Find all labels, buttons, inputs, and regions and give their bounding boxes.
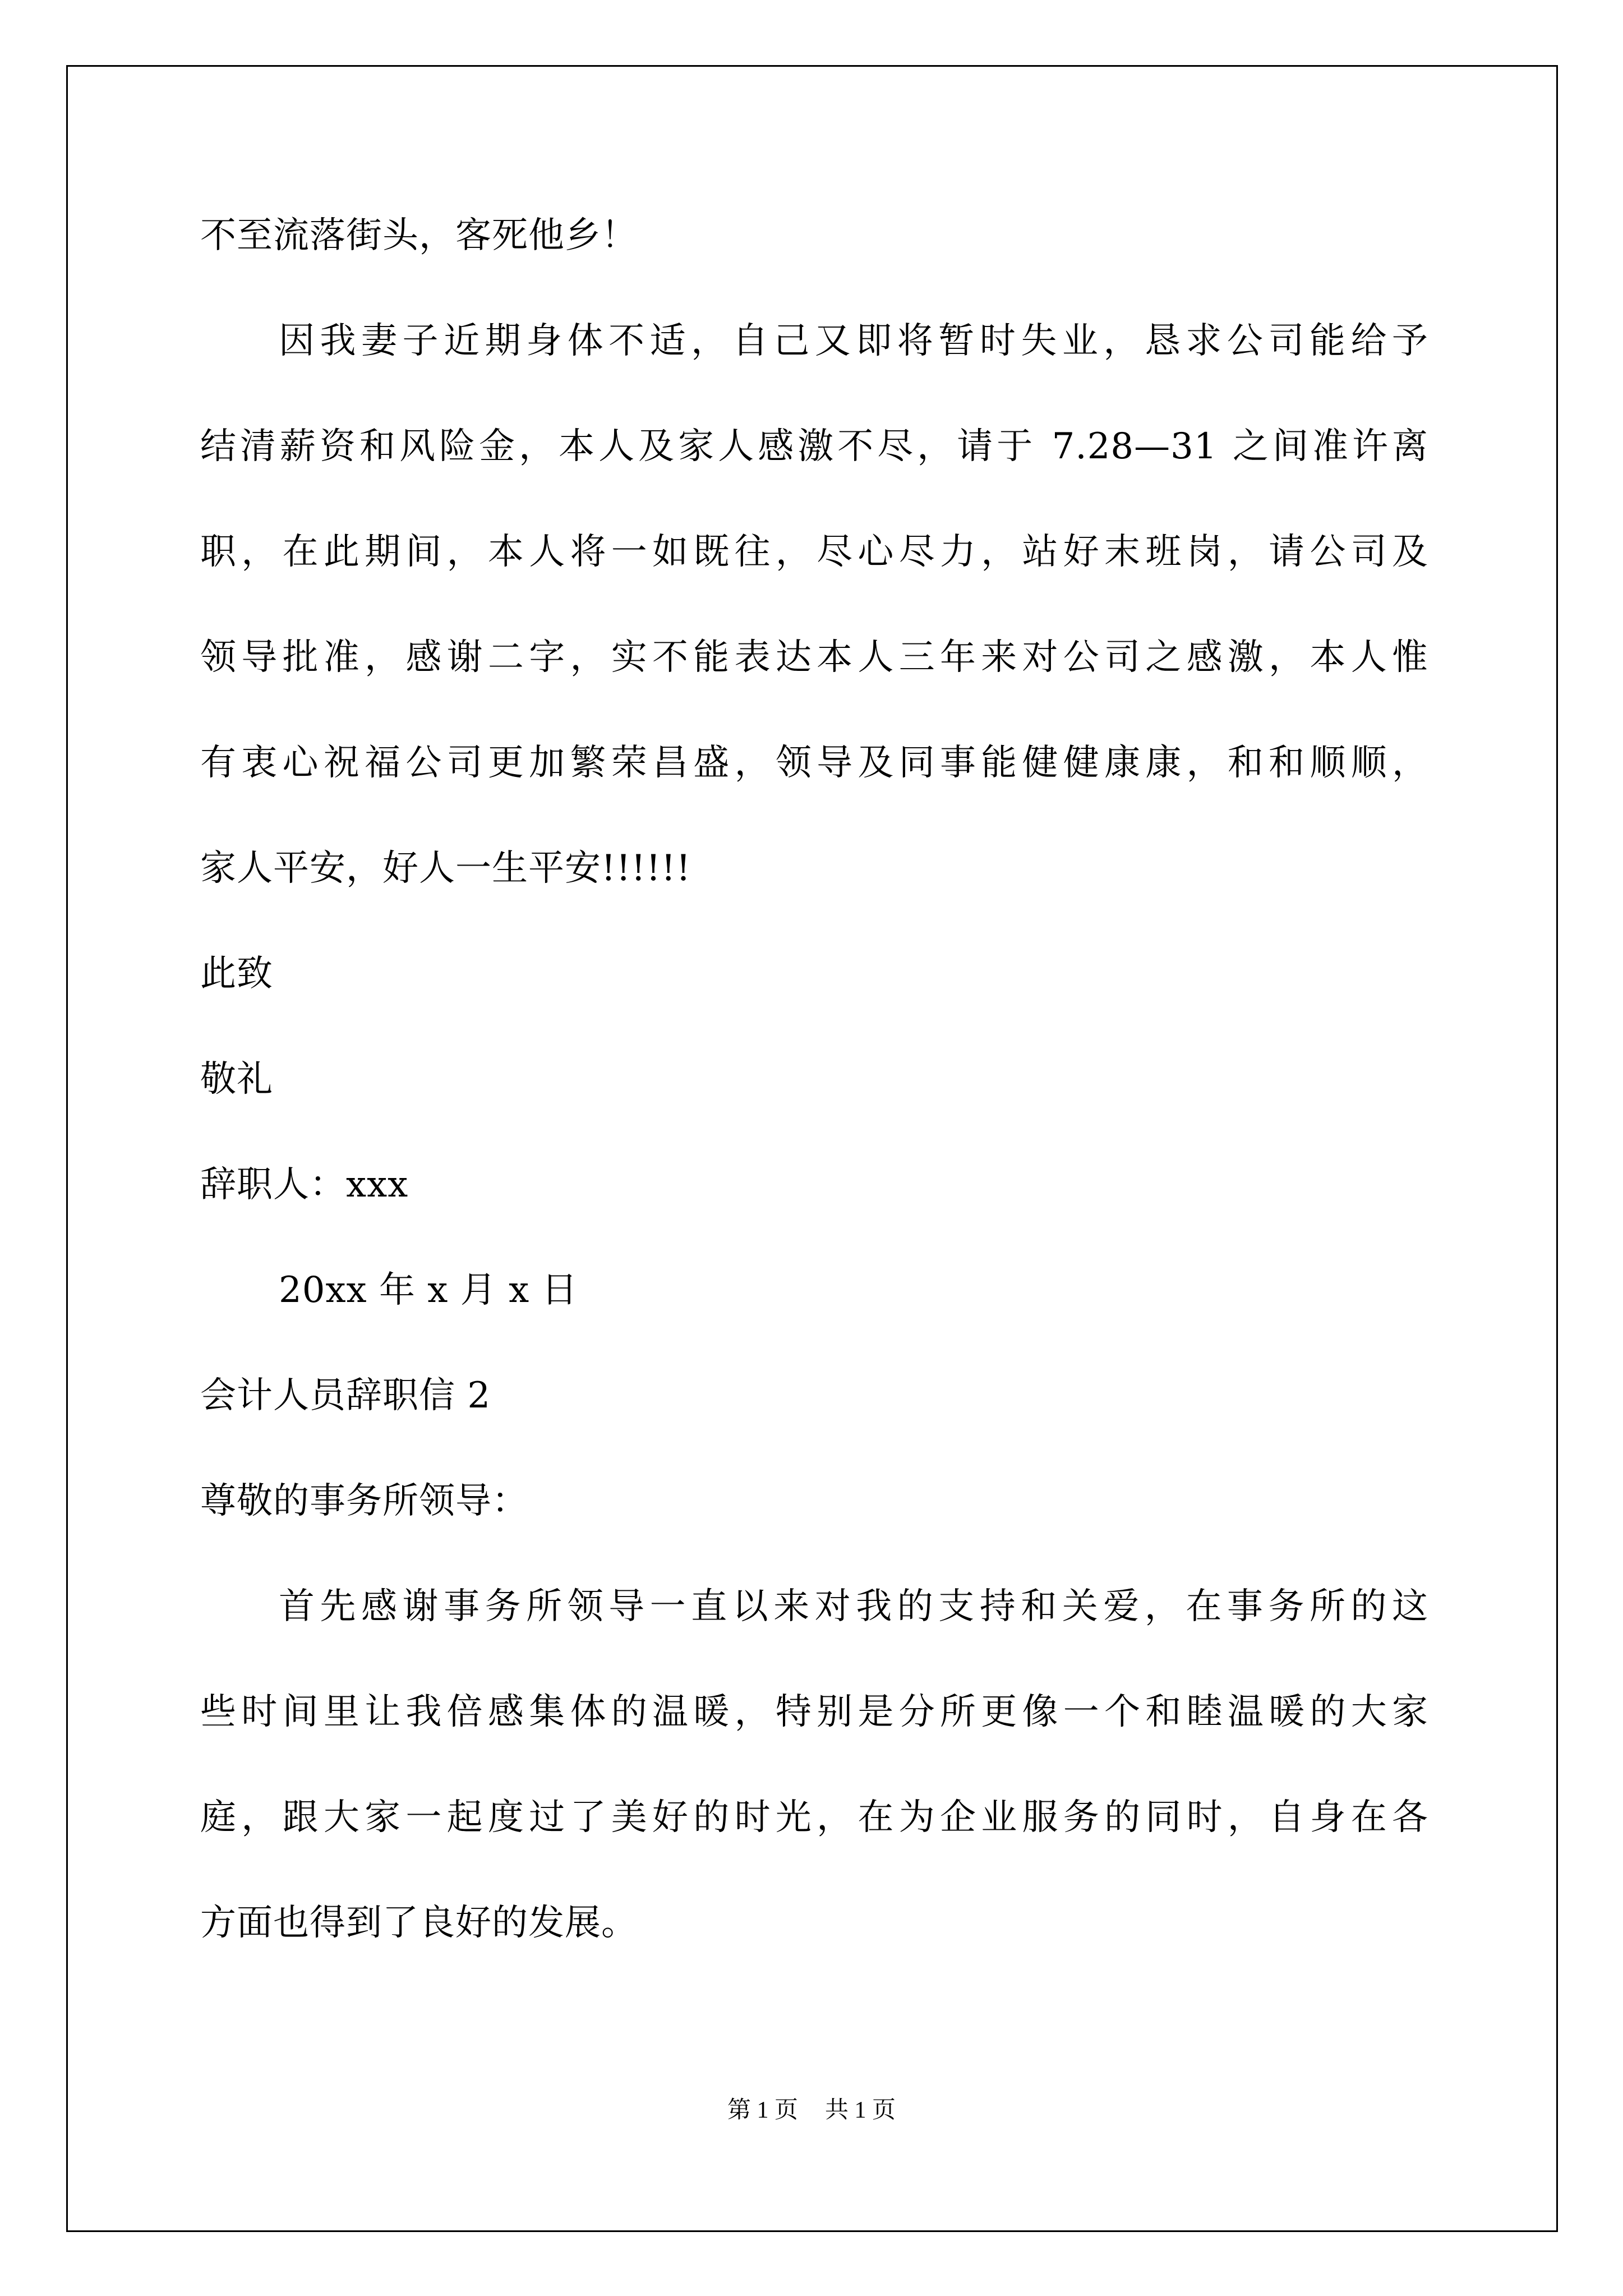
paragraph-first-line: 因我妻子近期身体不适，自己又即将暂时失业，恳求公司能给予 — [279, 320, 1428, 362]
closing-salutation: 此致 — [200, 953, 273, 995]
letter-greeting: 尊敬的事务所领导： — [200, 1480, 528, 1522]
paragraph-first-line: 首先感谢事务所领导一直以来对我的支持和关爱，在事务所的这 — [279, 1586, 1428, 1627]
text-line: 不至流落街头，客死他乡！ — [200, 215, 638, 256]
signature-line: 辞职人：xxx — [200, 1164, 409, 1205]
text-line: 些时间里让我倍感集体的温暖，特别是分所更像一个和睦温暖的大家 — [200, 1691, 1428, 1733]
text-line: 家人平安，好人一生平安!!!!!! — [200, 848, 691, 889]
date-line: 20xx 年 x 月 x 日 — [279, 1269, 578, 1311]
page-number: 第 1 页 — [727, 2097, 798, 2123]
section-heading: 会计人员辞职信 2 — [200, 1375, 491, 1416]
text-line: 有衷心祝福公司更加繁荣昌盛，领导及同事能健健康康，和和顺顺， — [200, 742, 1428, 784]
text-line: 领导批准，感谢二字，实不能表达本人三年来对公司之感激，本人惟 — [200, 637, 1428, 678]
text-line: 结清薪资和风险金，本人及家人感激不尽，请于 7.28—31 之间准许离 — [200, 426, 1428, 467]
page-footer — [0, 2095, 1623, 2125]
page-total: 共 1 页 — [825, 2097, 896, 2123]
closing-regards: 敬礼 — [200, 1059, 273, 1100]
text-line: 庭，跟大家一起度过了美好的时光，在为企业服务的同时，自身在各 — [200, 1797, 1428, 1838]
text-line: 方面也得到了良好的发展。 — [200, 1902, 638, 1944]
text-line: 职，在此期间，本人将一如既往，尽心尽力，站好末班岗，请公司及 — [200, 531, 1428, 573]
